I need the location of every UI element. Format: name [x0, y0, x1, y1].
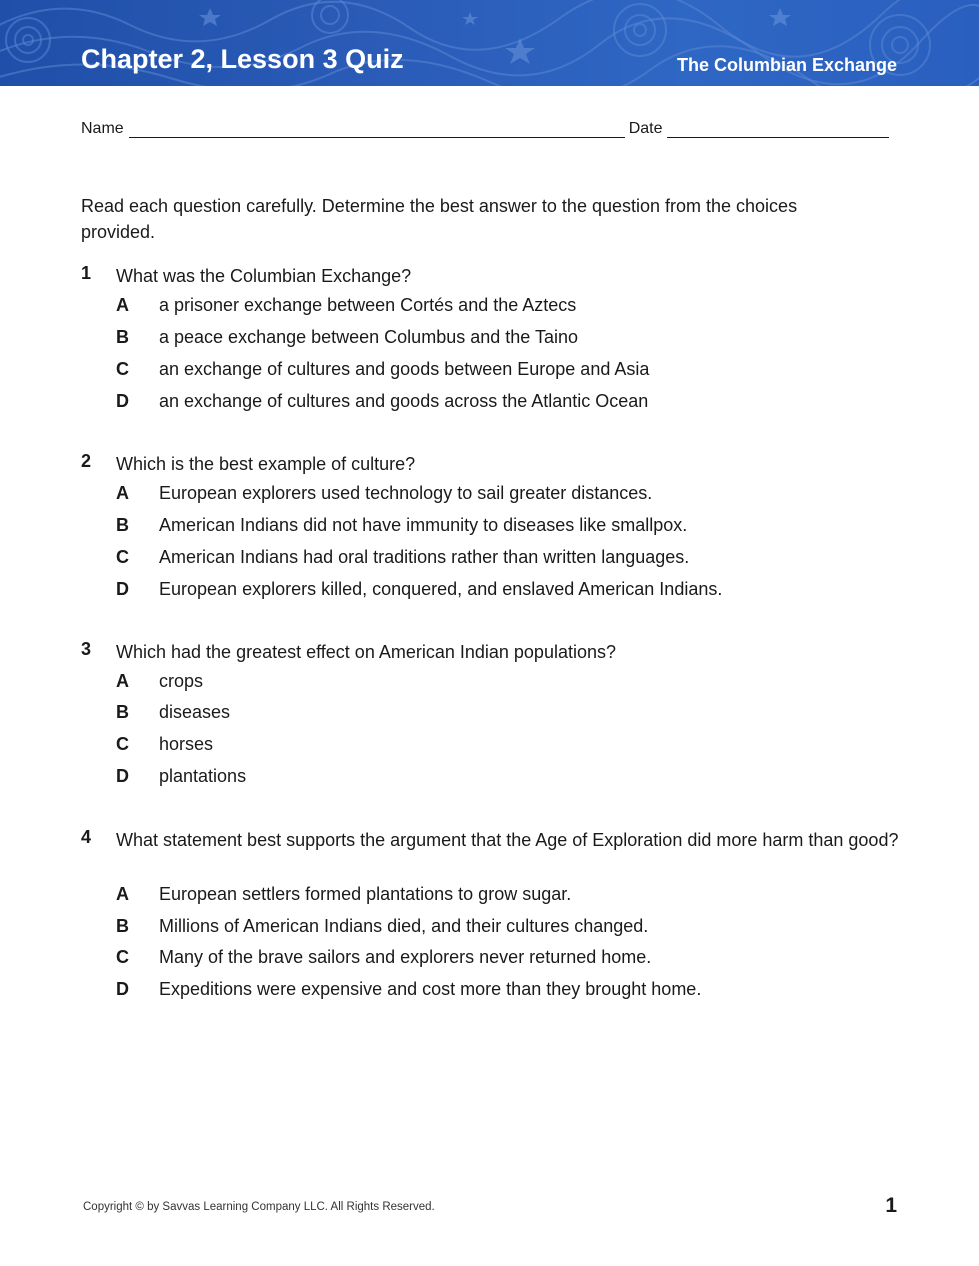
choice-4b[interactable]: [116, 916, 901, 942]
choice-2a[interactable]: [116, 483, 901, 509]
choice-letter: C: [116, 547, 129, 567]
choice-3a[interactable]: [116, 671, 901, 697]
choice-text: plantations: [159, 766, 247, 786]
choice-text: European explorers used technology to sail greater distances.: [159, 483, 653, 503]
choice-text: diseases: [159, 702, 231, 722]
choice-text: European settlers formed plantations to grow sugar.: [159, 884, 572, 904]
choice-4d[interactable]: [116, 979, 901, 1005]
choice-letter: D: [116, 766, 129, 786]
choice-letter: B: [116, 327, 129, 347]
choice-4a[interactable]: [116, 884, 901, 910]
choice-text: American Indians had oral traditions rather than written languages.: [159, 547, 690, 567]
choice-letter: A: [116, 295, 129, 315]
question-text: What was the Columbian Exchange?: [116, 266, 412, 286]
question-number: 4: [81, 827, 92, 847]
question-number: 3: [81, 639, 92, 659]
choice-2b[interactable]: [116, 515, 901, 541]
choice-text: American Indians did not have immunity to diseases like smallpox.: [159, 515, 688, 535]
choice-text: crops: [159, 671, 204, 691]
choice-text: horses: [159, 734, 214, 754]
choice-text: Many of the brave sailors and explorers never returned home.: [159, 947, 652, 967]
question-text: Which had the greatest effect on American Indian populations?: [116, 642, 616, 662]
choice-text: a prisoner exchange between Cortés and the Aztecs: [159, 295, 577, 315]
header-banner: [0, 0, 979, 86]
choice-text: Expeditions were expensive and cost more than they brought home.: [159, 979, 702, 999]
choice-3b[interactable]: [116, 702, 901, 728]
choice-letter: D: [116, 391, 129, 411]
choice-letter: C: [116, 734, 129, 754]
choice-letter: A: [116, 671, 129, 691]
choice-letter: B: [116, 702, 129, 722]
choice-4c[interactable]: [116, 947, 901, 973]
choice-2c[interactable]: [116, 547, 901, 573]
choice-letter: B: [116, 916, 129, 936]
question-text: Which is the best example of culture?: [116, 454, 416, 474]
choice-2d[interactable]: [116, 579, 901, 605]
choice-text: European explorers killed, conquered, and enslaved American Indians.: [159, 579, 723, 599]
date-field-line[interactable]: [667, 120, 889, 138]
choice-3d[interactable]: [116, 766, 901, 792]
page-number: 1: [885, 1194, 897, 1217]
choice-letter: D: [116, 979, 129, 999]
choice-letter: A: [116, 884, 129, 904]
choice-3c[interactable]: [116, 734, 901, 760]
choice-letter: C: [116, 359, 129, 379]
name-label: Name: [81, 120, 124, 137]
choice-text: Millions of American Indians died, and their cultures changed.: [159, 916, 649, 936]
choice-text: an exchange of cultures and goods across the Atlantic Ocean: [159, 391, 649, 411]
name-field-line[interactable]: [129, 120, 625, 138]
name-date-row: [81, 116, 898, 138]
choice-1d[interactable]: [116, 391, 901, 417]
lesson-subtitle: The Columbian Exchange: [676, 55, 897, 75]
choice-letter: B: [116, 515, 129, 535]
choice-letter: C: [116, 947, 129, 967]
choice-letter: A: [116, 483, 129, 503]
choice-1c[interactable]: [116, 359, 901, 385]
page-title: Chapter 2, Lesson 3 Quiz: [81, 44, 404, 74]
choice-letter: D: [116, 579, 129, 599]
question-text: What statement best supports the argument that the Age of Exploration did more harm than good?: [116, 830, 899, 850]
question-number: 1: [81, 263, 92, 283]
choice-text: a peace exchange between Columbus and the Taino: [159, 327, 578, 347]
instructions: Read each question carefully. Determine the best answer to the question from the choices provided.: [81, 196, 798, 242]
question-number: 2: [81, 451, 92, 471]
choice-1b[interactable]: [116, 327, 901, 353]
choice-1a[interactable]: [116, 295, 901, 321]
choice-text: an exchange of cultures and goods between Europe and Asia: [159, 359, 650, 379]
date-label: Date: [628, 120, 663, 137]
copyright-notice: Copyright © by Savvas Learning Company LLC. All Rights Reserved.: [83, 1201, 435, 1213]
